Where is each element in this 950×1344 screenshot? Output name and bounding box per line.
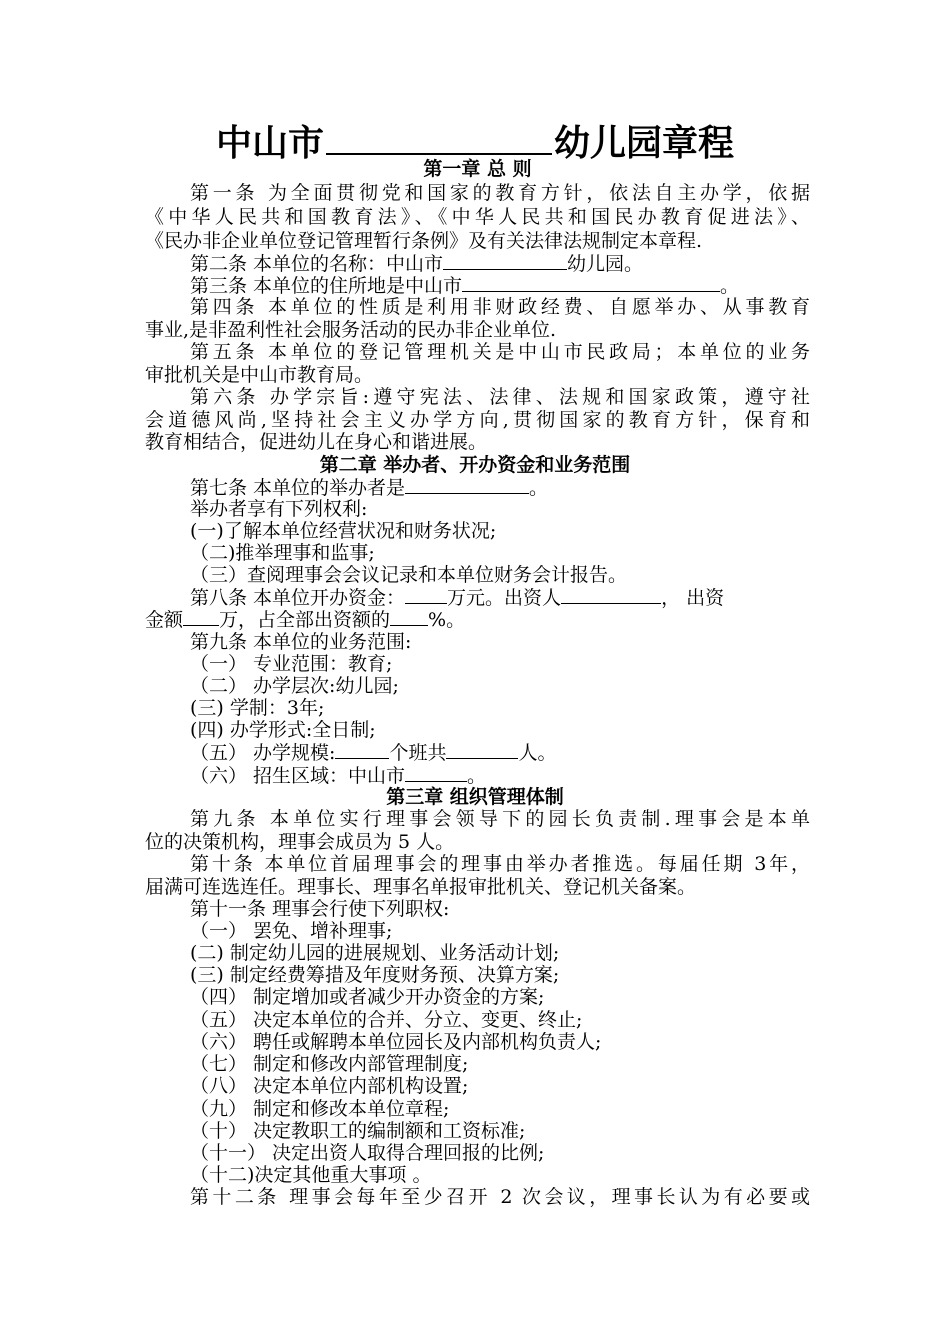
article-9b-line-2: 位的决策机构，理事会成员为 5 人。 — [145, 831, 455, 853]
article-1-line-2: 《中华人民共和国教育法》、《中华人民共和国民办教育促进法》、 — [145, 206, 810, 228]
article-5-line-2: 审批机关是中山市教育局。 — [145, 364, 374, 386]
scale-tail: 人。 — [518, 742, 557, 764]
business-scope-1: （一） 专业范围：教育; — [190, 653, 393, 675]
article-3 — [190, 274, 810, 297]
article-10-line-1: 第十条 本单位首届理事会的理事由举办者推选。每届任期 3年， — [190, 853, 810, 875]
board-power-8: （八） 决定本单位内部机构设置; — [190, 1075, 469, 1097]
article-5-line-1: 第五条 本单位的登记管理机关是中山市民政局；本单位的业务 — [190, 341, 810, 363]
title-suffix: 幼儿园章程 — [554, 123, 735, 164]
article-1-line-1: 第一条 为全面贯彻党和国家的教育方针，依法自主办学，依据 — [190, 182, 810, 204]
amount-label: 金额 — [145, 609, 184, 631]
board-power-12: （十二)决定其他重大事项 。 — [190, 1164, 432, 1186]
class-count-blank[interactable] — [335, 741, 389, 759]
article-8-text: 第八条 本单位开办资金： — [190, 587, 406, 609]
article-7 — [190, 476, 810, 499]
capital-blank[interactable] — [405, 586, 447, 604]
board-power-3: (三) 制定经费筹措及年度财务预、决算方案; — [190, 964, 560, 986]
article-8-line-1 — [190, 586, 810, 609]
article-6-line-1: 第六条 办学宗旨:遵守宪法、法律、法规和国家政策，遵守社 — [190, 386, 810, 408]
article-7-text: 第七条 本单位的举办者是 — [190, 477, 406, 499]
amount-unit: 万，占全部出资额的 — [219, 609, 391, 631]
article-8-tail: ， 出资 — [661, 587, 725, 609]
board-power-6: （六） 聘任或解聘本单位园长及内部机构负责人; — [190, 1031, 602, 1053]
founder-rights-intro: 举办者享有下列权利: — [190, 498, 368, 520]
enrollment-label: （六） 招生区域：中山市 — [190, 765, 406, 787]
article-9-intro: 第九条 本单位的业务范围: — [190, 631, 412, 653]
board-power-11: （十一） 决定出资人取得合理回报的比例; — [190, 1142, 545, 1164]
business-scope-4: (四) 办学形式:全日制; — [190, 719, 376, 741]
amount-blank[interactable] — [183, 608, 219, 626]
founder-right-2: （二)推举理事和监事; — [190, 542, 375, 564]
scale-label: （五） 办学规模: — [190, 742, 336, 764]
percent-blank[interactable] — [390, 608, 428, 626]
board-power-7: （七） 制定和修改内部管理制度; — [190, 1053, 469, 1075]
business-scope-2: （二） 办学层次:幼儿园; — [190, 675, 399, 697]
article-7-tail: 。 — [529, 477, 549, 499]
name-blank[interactable] — [443, 252, 567, 270]
business-scope-5 — [190, 741, 810, 764]
scale-mid: 个班共 — [389, 742, 447, 764]
percent-sign: %。 — [428, 609, 466, 631]
founder-right-3: （三）查阅理事会会议记录和本单位财务会计报告。 — [190, 564, 628, 586]
title-prefix: 中山市 — [215, 123, 324, 164]
chapter-2-heading: 第二章 举办者、开办资金和业务范围 — [319, 454, 631, 476]
article-6-line-2: 会道德风尚,坚持社会主义办学方向,贯彻国家的教育方针，保育和 — [145, 409, 810, 431]
board-power-5: （五） 决定本单位的合并、分立、变更、终止; — [190, 1009, 583, 1031]
board-power-2: (二) 制定幼儿园的进展规划、业务活动计划; — [190, 942, 560, 964]
board-power-10: （十） 决定教职工的编制额和工资标准; — [190, 1120, 526, 1142]
business-scope-6 — [190, 764, 810, 787]
article-4-line-1: 第四条 本单位的性质是利用非财政经费、自愿举办、从事教育 — [190, 296, 810, 318]
article-2 — [190, 252, 810, 275]
article-8-line-2 — [145, 608, 810, 631]
investor-blank[interactable] — [561, 586, 661, 604]
article-2-text: 第二条 本单位的名称：中山市 — [190, 253, 444, 275]
article-2-tail: 幼儿园。 — [567, 253, 644, 275]
chapter-3-heading: 第三章 组织管理体制 — [386, 786, 564, 808]
article-11-intro: 第十一条 理事会行使下列职权: — [190, 898, 450, 920]
article-1-line-3: 《民办非企业单位登记管理暂行条例》及有关法律法规制定本章程. — [145, 230, 703, 252]
chapter-1-heading: 第一章 总 则 — [423, 158, 532, 180]
student-count-blank[interactable] — [446, 741, 518, 759]
enrollment-tail: 。 — [467, 765, 487, 787]
article-9b-line-1: 第九条 本单位实行理事会领导下的园长负责制.理事会是本单 — [190, 808, 810, 830]
article-12-line-1: 第十二条 理事会每年至少召开 2 次会议，理事长认为有必要或 — [190, 1186, 810, 1208]
founder-blank[interactable] — [405, 476, 529, 494]
board-power-9: （九） 制定和修改本单位章程; — [190, 1098, 450, 1120]
board-power-4: （四） 制定增加或者减少开办资金的方案; — [190, 986, 545, 1008]
article-3-text: 第三条 本单位的住所地是中山市 — [190, 275, 463, 297]
enrollment-area-blank[interactable] — [405, 764, 467, 782]
article-8-unit: 万元。出资人 — [447, 587, 562, 609]
article-10-line-2: 届满可连选连任。理事长、理事名单报审批机关、登记机关备案。 — [145, 876, 697, 898]
article-6-line-3: 教育相结合，促进幼儿在身心和谐进展。 — [145, 431, 488, 453]
kindergarten-name-blank[interactable] — [326, 149, 552, 155]
article-3-tail: 。 — [720, 275, 740, 297]
address-blank[interactable] — [462, 274, 720, 292]
article-4-line-2: 事业,是非盈利性社会服务活动的民办非企业单位. — [145, 319, 557, 341]
business-scope-3: (三) 学制：3年; — [190, 697, 325, 719]
board-power-1: （一） 罢免、增补理事; — [190, 920, 393, 942]
founder-right-1: (一)了解本单位经营状况和财务状况; — [190, 520, 497, 542]
